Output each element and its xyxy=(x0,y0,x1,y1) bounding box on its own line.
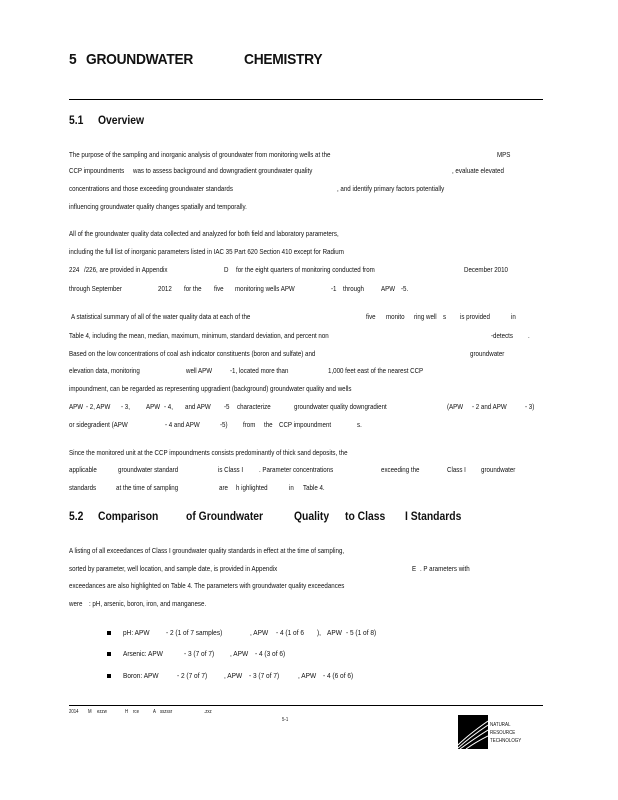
s51-p2-l4-e: monitoring wells APW xyxy=(235,284,295,293)
s51-p3-l4-a: elevation data, monitoring xyxy=(69,366,140,375)
s52-p1-l2-b: E xyxy=(412,564,417,573)
s51-p3-l6-e: - 4, xyxy=(164,402,173,411)
bullet-ph-b: - 2 (1 of 7 samples) xyxy=(166,628,223,637)
s52-p1-l2-c: . P arameters with xyxy=(420,564,470,573)
s51-p3-l4-d: 1,000 feet east of the nearest CCP xyxy=(328,366,424,375)
s51-p3-l7-a: or sidegradient (APW xyxy=(69,420,128,429)
s51-p4-l3-b: at the time of sampling xyxy=(116,483,179,492)
bullet-marker xyxy=(107,652,111,656)
s51-p4-l2-a: applicable xyxy=(69,465,97,474)
s51-p3-l6-b: - 2, APW xyxy=(86,402,111,411)
s51-p1-l3-a: concentrations and those exceeding groundwater standards xyxy=(69,184,233,193)
bullet-marker xyxy=(107,631,111,635)
s51-p3-l4-b: well APW xyxy=(186,366,213,375)
s51-p3-l7-e: the xyxy=(264,420,273,429)
bullet-boron-e: , APW xyxy=(298,671,317,680)
s51-p2-l3-b: /226, are provided in Appendix xyxy=(84,265,168,274)
heading-rule xyxy=(69,99,543,100)
s51-p3-l2-a: Table 4, including the mean, median, maximum, minimum, standard deviation, and percent non xyxy=(69,331,329,340)
s52-p1-l2-a: sorted by parameter, well location, and sample date, is provided in Appendix xyxy=(69,564,278,573)
s51-p2-l4-a: through September xyxy=(69,284,122,293)
wave-icon xyxy=(458,715,488,749)
bullet-boron-a: Boron: APW xyxy=(123,671,159,680)
chapter-title-part-2: CHEMISTRY xyxy=(244,51,323,68)
s51-p4-l2-f: Class I xyxy=(447,465,466,474)
s51-p3-l1-g: in xyxy=(511,312,516,321)
s51-p4-l3-c: are xyxy=(219,483,228,492)
s51-p3-l4-c: -1, located more than xyxy=(230,366,289,375)
s51-p3-l7-f: CCP impoundment xyxy=(279,420,332,429)
s51-p4-l2-c: is Class I xyxy=(218,465,244,474)
s51-p2-l4-b: 2012 xyxy=(158,284,172,293)
s51-p1-l1-b: MPS xyxy=(497,150,511,159)
s51-p4-l1: Since the monitored unit at the CCP impoundments consists predominantly of thick sand deposits, the xyxy=(69,448,348,457)
s51-p3-l6-h: characterize xyxy=(237,402,271,411)
logo-text-line-3: TECHNOLOGY xyxy=(490,738,522,744)
s51-p3-l6-k: - 2 and APW xyxy=(472,402,507,411)
s51-p3-l7-b: - 4 and APW xyxy=(165,420,200,429)
s51-p2-l4-d: five xyxy=(214,284,224,293)
s51-p2-l4-f: -1 xyxy=(331,284,337,293)
footer-text-6: A xyxy=(153,709,156,715)
s51-p3-l1-c: monito xyxy=(386,312,405,321)
s51-p2-l3-a: 224 xyxy=(69,265,80,274)
bullet-ph-c: , APW xyxy=(250,628,269,637)
s51-p4-l2-e: exceeding the xyxy=(381,465,420,474)
logo-text-line-2: RESOURCE xyxy=(490,730,516,736)
s51-p2-l1: All of the groundwater quality data collected and analyzed for both field and laboratory parameters, xyxy=(69,229,339,238)
section-5-2-title-part-3: Quality xyxy=(294,511,330,523)
bullet-ph-e: ), xyxy=(317,628,321,637)
footer-text-1: 2014 xyxy=(69,709,79,715)
logo-text-line-1: NATURAL xyxy=(490,722,511,728)
bullet-ph-f: APW xyxy=(327,628,342,637)
section-5-2-title-part-2: of Groundwater xyxy=(186,511,264,523)
s51-p3-l3-a: Based on the low concentrations of coal ash indicator constituents (boron and sulfate) and xyxy=(69,349,316,358)
s52-p1-l3: exceedances are also highlighted on Table 4. The parameters with groundwater quality exceedances xyxy=(69,581,345,590)
s51-p3-l6-d: APW xyxy=(146,402,161,411)
s51-p4-l3-d: h ighlighted xyxy=(236,483,268,492)
bullet-ph-a: pH: APW xyxy=(123,628,150,637)
company-logo xyxy=(458,715,488,749)
s52-p1-l1: A listing of all exceedances of Class I groundwater quality standards in effect at the time of sampling, xyxy=(69,546,345,555)
footer-text-2: M xyxy=(88,709,92,715)
section-5-2-title-part-1: Comparison xyxy=(98,511,159,523)
s52-p1-l4-b: : pH, arsenic, boron, iron, and manganese. xyxy=(89,599,207,608)
s51-p2-l4-g: through xyxy=(343,284,364,293)
s51-p3-l6-a: APW xyxy=(69,402,84,411)
chapter-title-part-1: GROUNDWATER xyxy=(86,51,194,68)
section-5-1-number: 5.1 xyxy=(69,115,84,127)
s51-p3-l6-f: and APW xyxy=(185,402,211,411)
bullet-boron-b: - 2 (7 of 7) xyxy=(177,671,208,680)
bullet-arsenic-c: , APW xyxy=(230,649,249,658)
footer-text-4: H xyxy=(125,709,129,715)
s51-p3-l2-c: . xyxy=(528,331,530,340)
s51-p1-l4: influencing groundwater quality changes spatially and temporally. xyxy=(69,202,247,211)
s51-p1-l2-a: CCP impoundments xyxy=(69,166,125,175)
footer-text-8: .zxz xyxy=(204,709,212,715)
section-5-1-title: Overview xyxy=(98,115,145,127)
bullet-ph-d: - 4 (1 of 6 xyxy=(276,628,304,637)
s51-p2-l4-c: for the xyxy=(184,284,202,293)
bullet-boron-f: - 4 (6 of 6) xyxy=(323,671,354,680)
bullet-boron-c: , APW xyxy=(224,671,243,680)
chapter-number: 5 xyxy=(69,51,77,68)
bullet-ph-g: - 5 (1 of 8) xyxy=(346,628,377,637)
footer-text-7: sszssr xyxy=(160,709,173,715)
s51-p3-l7-c: -5) xyxy=(220,420,228,429)
s51-p3-l6-j: (APW xyxy=(447,402,464,411)
s51-p2-l4-i: -5. xyxy=(401,284,409,293)
s51-p3-l7-d: from xyxy=(243,420,256,429)
s51-p4-l2-d: . Parameter concentrations xyxy=(259,465,334,474)
bullet-arsenic-b: - 3 (7 of 7) xyxy=(184,649,215,658)
s51-p1-l2-b: was to assess background and downgradient groundwater quality xyxy=(133,166,313,175)
s51-p2-l3-e: December 2010 xyxy=(464,265,508,274)
section-5-2-title-part-4: to Class xyxy=(345,511,386,523)
bullet-arsenic-d: - 4 (3 of 6) xyxy=(255,649,286,658)
footer-text-5: rce xyxy=(133,709,139,715)
s51-p3-l6-i: groundwater quality downgradient xyxy=(294,402,387,411)
s51-p3-l1-d: ring well xyxy=(414,312,437,321)
footer-text-3: ezzw xyxy=(97,709,107,715)
s51-p4-l3-e: in xyxy=(289,483,294,492)
s51-p3-l1-e: s xyxy=(443,312,447,321)
s51-p1-l3-b: , and identify primary factors potentially xyxy=(337,184,445,193)
footer-rule xyxy=(69,705,543,706)
s51-p4-l3-f: Table 4. xyxy=(303,483,325,492)
s51-p3-l3-b: groundwater xyxy=(470,349,505,358)
s51-p3-l6-l: - 3) xyxy=(525,402,535,411)
bullet-arsenic-a: Arsenic: APW xyxy=(123,649,163,658)
s51-p1-l1-a: The purpose of the sampling and inorganic analysis of groundwater from monitoring wells at the xyxy=(69,150,331,159)
section-5-2-title-part-5: I Standards xyxy=(405,511,462,523)
s51-p4-l3-a: standards xyxy=(69,483,97,492)
section-5-2-number: 5.2 xyxy=(69,511,84,523)
bullet-marker xyxy=(107,674,111,678)
s51-p3-l6-c: - 3, xyxy=(121,402,130,411)
s51-p3-l1-b: five xyxy=(366,312,376,321)
s51-p3-l1-f: is provided xyxy=(460,312,490,321)
s51-p3-l1-a: A statistical summary of all of the water quality data at each of the xyxy=(71,312,251,321)
page-number: 5-1 xyxy=(282,717,289,723)
s51-p4-l2-b: groundwater standard xyxy=(118,465,179,474)
bullet-boron-d: - 3 (7 of 7) xyxy=(249,671,280,680)
s51-p4-l2-g: groundwater xyxy=(481,465,516,474)
s51-p3-l6-g: -5 xyxy=(224,402,230,411)
s52-p1-l4-a: were xyxy=(69,599,83,608)
s51-p3-l7-g: s. xyxy=(357,420,362,429)
s51-p3-l2-b: -detects xyxy=(491,331,513,340)
s51-p2-l4-h: APW xyxy=(381,284,396,293)
s51-p2-l3-d: for the eight quarters of monitoring conducted from xyxy=(236,265,375,274)
s51-p2-l2: including the full list of inorganic parameters listed in IAC 35 Part 620 Section 410 except for Radium xyxy=(69,247,344,256)
s51-p3-l5: impoundment, can be regarded as representing upgradient (background) groundwater quality and wells xyxy=(69,384,352,393)
s51-p2-l3-c: D xyxy=(224,265,229,274)
s51-p1-l2-c: , evaluate elevated xyxy=(452,166,504,175)
